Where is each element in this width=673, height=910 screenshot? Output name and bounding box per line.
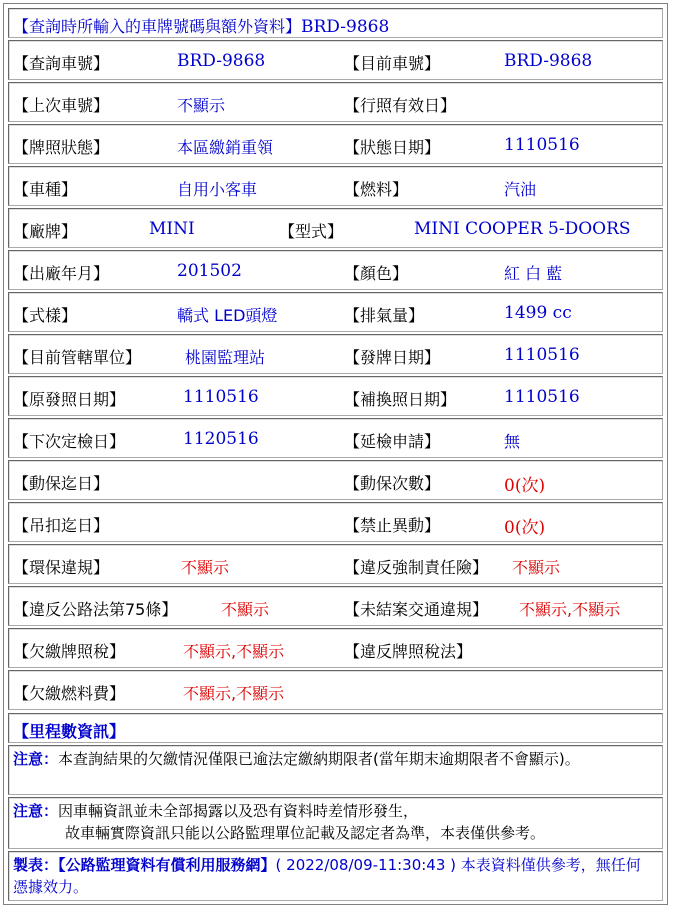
field-value: MINI: [149, 219, 195, 239]
field-value: 汽油: [504, 180, 537, 199]
data-row: [8, 460, 663, 500]
data-row: [8, 40, 663, 80]
field-label: 【燃料】: [344, 180, 409, 199]
header-plate: BRD-9868: [301, 17, 390, 37]
field-value: 0(次): [504, 518, 546, 538]
field-label: 【欠繳燃料費】: [13, 684, 126, 703]
field-value: 不顯示: [177, 96, 226, 115]
field-label: 【目前管轄單位】: [13, 348, 142, 367]
note-row-2: [8, 797, 663, 849]
field-label: 【下次定檢日】: [13, 432, 126, 451]
field-label: 【行照有效日】: [344, 96, 457, 115]
note-3-text: ( 2022/08/09-11:30:43 ) 本表資料僅供參考，無任何憑據效力。: [13, 856, 641, 896]
data-row: [8, 82, 663, 122]
field-value: 自用小客車: [177, 180, 258, 199]
field-label: 【上次車號】: [13, 96, 110, 115]
note-2: [13, 800, 658, 844]
vehicle-info-table: [3, 3, 668, 905]
field-label: 【動保次數】: [344, 474, 441, 493]
header-title-text: 【查詢時所輸入的車牌號碼與額外資料】: [13, 17, 302, 36]
header-title: [13, 14, 389, 37]
data-row: [8, 418, 663, 458]
field-label: 【廠牌】: [13, 222, 78, 241]
field-label: 【目前車號】: [344, 54, 441, 73]
field-value: 1110516: [183, 387, 259, 407]
data-row: [8, 670, 663, 710]
service-link[interactable]: 【公路監理資料有償利用服務網】: [58, 856, 276, 874]
field-value: 1110516: [504, 135, 580, 155]
field-label: 【欠繳牌照稅】: [13, 642, 126, 661]
field-label: 【查詢車號】: [13, 54, 110, 73]
field-value: MINI COOPER 5-DOORS: [414, 219, 631, 239]
note-row-1: [8, 745, 663, 795]
data-row: [8, 208, 663, 248]
data-row: [8, 628, 663, 668]
note-row-3: [8, 851, 663, 901]
note-1: [13, 748, 653, 770]
note-3: [13, 854, 653, 898]
field-label: 【違反公路法第75條】: [13, 600, 178, 619]
field-label: 【原發照日期】: [13, 390, 126, 409]
field-label: 【動保迄日】: [13, 474, 110, 493]
data-row: [8, 586, 663, 626]
field-label: 【未結案交通違規】: [344, 600, 489, 619]
field-label: 【車種】: [13, 180, 78, 199]
field-label: 【吊扣迄日】: [13, 516, 110, 535]
data-row: [8, 334, 663, 374]
field-value: 無: [504, 432, 521, 451]
field-value: 不顯示,不顯示: [183, 684, 285, 703]
note-1-prefix: 注意：: [13, 750, 59, 768]
field-label: 【牌照狀態】: [13, 138, 110, 157]
field-value: 轎式 LED頭燈: [177, 306, 278, 325]
field-label: 【禁止異動】: [344, 516, 441, 535]
field-label: 【違反強制責任險】: [344, 558, 489, 577]
data-row: [8, 124, 663, 164]
field-value: 不顯示: [181, 558, 230, 577]
field-label: 【狀態日期】: [344, 138, 441, 157]
field-value: 不顯示,不顯示: [183, 642, 285, 661]
note-1-text: 本查詢結果的欠繳情況僅限已逾法定繳納期限者(當年期末逾期限者不會顯示)。: [58, 750, 580, 768]
data-row: [8, 502, 663, 542]
field-label: 【排氣量】: [344, 306, 425, 325]
field-value: 1110516: [504, 345, 580, 365]
header-row: [8, 8, 663, 38]
note-2-prefix: 注意：: [13, 802, 59, 820]
field-value: 1120516: [183, 429, 259, 449]
field-label: 【顏色】: [344, 264, 409, 283]
field-label: 【違反牌照稅法】: [344, 642, 473, 661]
field-label: 【發牌日期】: [344, 348, 441, 367]
data-row: [8, 250, 663, 290]
field-label: 【式樣】: [13, 306, 78, 325]
data-row: [8, 166, 663, 206]
field-value: 本區繳銷重領: [177, 138, 274, 157]
field-label: 【出廠年月】: [13, 264, 110, 283]
data-row: [8, 292, 663, 332]
mileage-row: [8, 713, 663, 743]
data-row: [8, 376, 663, 416]
field-value: 0(次): [504, 476, 546, 496]
field-value: 1499 cc: [504, 303, 572, 323]
data-row: [8, 544, 663, 584]
field-value: 不顯示,不顯示: [519, 600, 621, 619]
field-value: 桃園監理站: [185, 348, 266, 367]
field-label: 【延檢申請】: [344, 432, 441, 451]
note-3-prefix: 製表：: [13, 856, 59, 874]
field-value: BRD-9868: [177, 51, 266, 71]
field-label: 【補換照日期】: [344, 390, 457, 409]
field-value: 不顯示: [221, 600, 270, 619]
field-label: 【型式】: [279, 222, 344, 241]
field-value: 201502: [177, 261, 242, 281]
note-2-line2: 故車輛實際資訊只能以公路監理單位記載及認定者為準，本表僅供參考。: [65, 824, 546, 842]
field-label: 【環保違規】: [13, 558, 110, 577]
field-value: 1110516: [504, 387, 580, 407]
field-value: 紅 白 藍: [504, 264, 563, 283]
field-value: 不顯示: [512, 558, 561, 577]
mileage-label: 【里程數資訊】: [13, 722, 126, 741]
note-2-line1: 因車輛資訊並未全部揭露以及恐有資料時差情形發生，: [58, 802, 419, 820]
field-value: BRD-9868: [504, 51, 593, 71]
